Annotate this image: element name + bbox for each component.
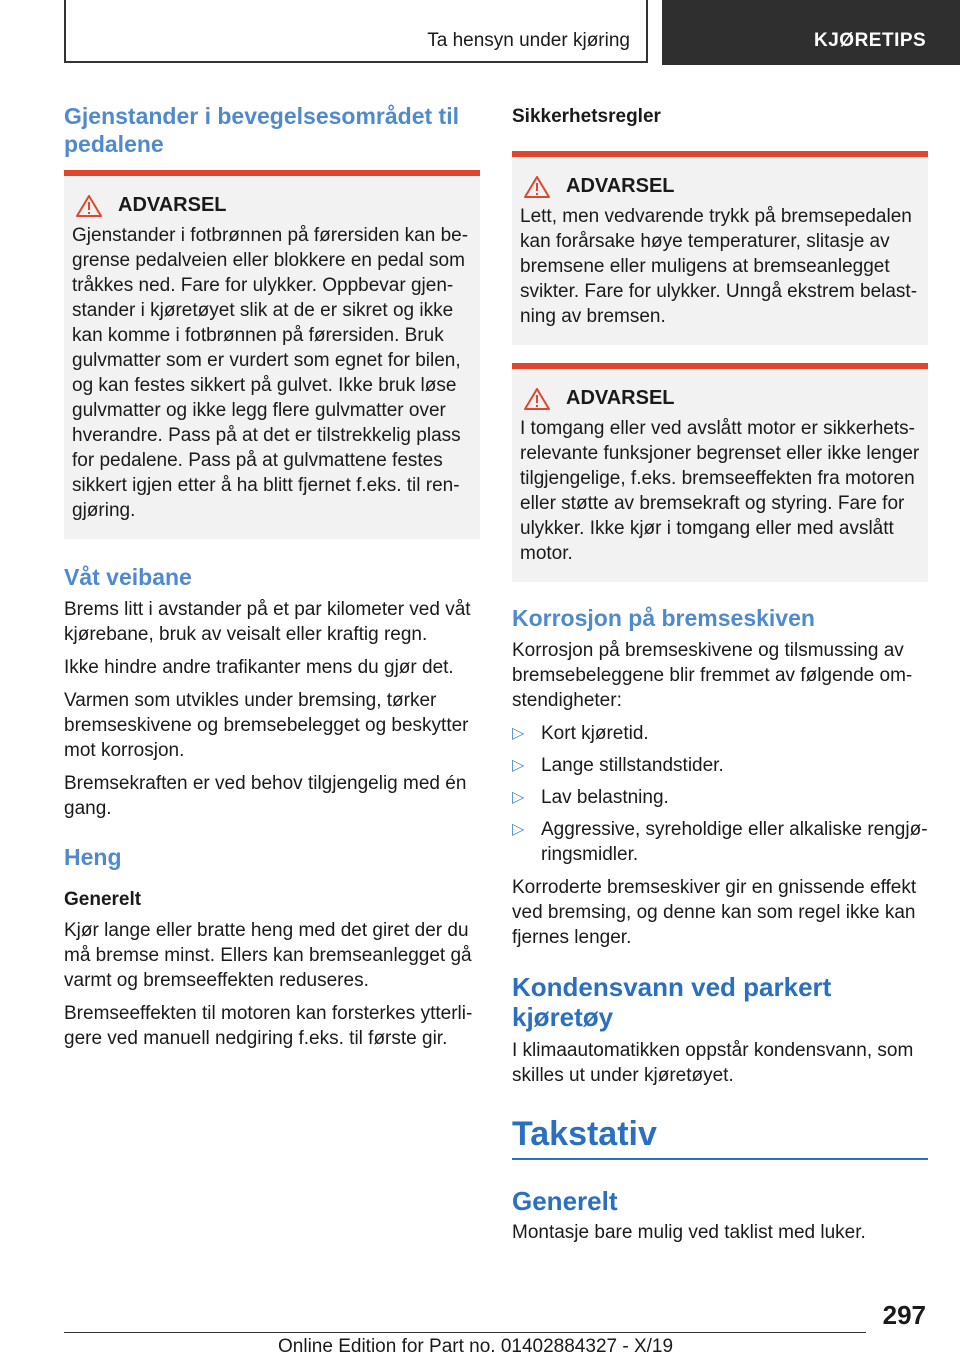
corrosion-paragraph-2: Korroderte bremseskiver gir en gnissende effekt ved bremsing, og denne kan som regel ikke kan fjernes lenger. <box>512 877 917 948</box>
corrosion-list <box>512 721 928 867</box>
footer-edition-text: Online Edition for Part no. 01402884327 - X/19 <box>278 1336 674 1357</box>
warning-triangle-icon <box>76 195 102 217</box>
header-chapter-tab <box>662 0 960 65</box>
warning-text: I tomgang eller ved avslått motor er sikkerhetsrelevante funksjoner begrenset eller ikke lenger tilgjengelige, f.eks. bremseeffekten fra motoren eller støtte av bremsekraft og styring. Fare for ulykker. Ikke kjør i tomgang eller med avslått motor. <box>520 418 920 564</box>
warning-text: Lett, men vedvarende trykk på bremsepedalen kan forårsake høye temperaturer, slitasje av bremsene eller muligens at bremseanlegget svikter. Fare for ulykker. Unngå ekstrem belastning av bremsen. <box>520 206 918 327</box>
header-chapter-title: KJØRETIPS <box>814 30 927 51</box>
list-item: ▷ Kort kjøretid. <box>512 723 649 744</box>
wet-road-paragraph-3: Varmen som utvikles under bremsing, tørker bremseskivene og bremsebelegget og beskytter mot korrosjon. <box>64 690 469 761</box>
slope-paragraph-2: Bremseeffekten til motoren kan forsterkes ytterligere ved manuell nedgiring f.eks. til første gir. <box>64 1003 473 1049</box>
wet-road-paragraph-2: Ikke hindre andre trafikanter mens du gjør det. <box>64 657 454 678</box>
warning-triangle-icon <box>524 388 550 410</box>
warning-box-idle <box>512 363 928 582</box>
triangle-bullet-icon: ▷ <box>512 821 525 838</box>
warning-box-brake-pressure <box>512 151 928 345</box>
left-column <box>64 102 480 1059</box>
heading-rule <box>512 1158 928 1160</box>
condensation-heading: Kondensvann ved parkert kjøretøy <box>512 972 832 1032</box>
page-number: 297 <box>882 1300 926 1330</box>
warning-triangle-icon <box>524 176 550 198</box>
slope-heading: Heng <box>64 844 122 870</box>
header-section-title: Ta hensyn under kjøring <box>427 30 630 51</box>
slope-subheading: Generelt <box>64 889 142 910</box>
footer-divider <box>64 1332 866 1333</box>
condensation-paragraph: I klimaautomatikken oppstår kondensvann, som skilles ut under kjøretøyet. <box>512 1040 914 1086</box>
warning-title: ADVARSEL <box>118 194 227 216</box>
header-section-box <box>64 0 648 63</box>
right-column <box>512 104 928 1253</box>
list-item: ▷ Aggressive, syreholdige eller alkaliske rengjøringsmidler. <box>512 819 928 865</box>
wet-road-heading: Våt veibane <box>64 564 192 590</box>
triangle-bullet-icon: ▷ <box>512 789 525 806</box>
corrosion-paragraph-1: Korrosjon på bremseskivene og tilsmussing av bremsebeleggene blir fremmet av følgende omstendigheter: <box>512 640 913 711</box>
warning-title: ADVARSEL <box>566 387 675 409</box>
triangle-bullet-icon: ▷ <box>512 725 525 742</box>
roof-rack-paragraph: Montasje bare mulig ved taklist med luker. <box>512 1222 866 1243</box>
list-item: ▷ Lange stillstandstider. <box>512 755 724 776</box>
pedals-heading: Gjenstander i bevegelsesområdet til pedalene <box>64 103 459 157</box>
warning-title: ADVARSEL <box>566 175 675 197</box>
safety-rules-heading: Sikkerhetsregler <box>512 106 661 127</box>
wet-road-paragraph-4: Bremsekraften er ved behov tilgjengelig med én gang. <box>64 773 467 819</box>
list-item: ▷ Lav belastning. <box>512 787 669 808</box>
slope-paragraph-1: Kjør lange eller bratte heng med det giret der du må bremse minst. Ellers kan bremseanlegget gå varmt og bremseeffekten reduseres. <box>64 920 472 991</box>
warning-text: Gjenstander i fotbrønnen på førersiden kan begrense pedalveien eller blokkere en pedal som tråkkes ned. Fare for ulykker. Oppbevar gjenstander i kjøretøyet slik at de er sikret og ikke kan komme i fotbrønnen på førersiden. Bruk gulvmatter som er vurdert som egnet for bilen, og kan festes sikkert på gulvet. Ikke bruk løse gulvmatter og ikke legg flere gulvmatter over hverandre. Pass på at det er tilstrekkelig plass for pedalene. Pass på at gulvmattene festes sikkert igjen etter å ha blitt fjernet f.eks. til rengjøring. <box>72 225 469 521</box>
roof-rack-subheading: Generelt <box>512 1186 618 1216</box>
wet-road-paragraph-1: Brems litt i avstander på et par kilometer ved våt kjørebane, bruk av veisalt eller kraftig regn. <box>64 599 471 645</box>
roof-rack-heading: Takstativ <box>512 1115 657 1153</box>
triangle-bullet-icon: ▷ <box>512 757 525 774</box>
warning-box-pedals <box>64 170 480 539</box>
corrosion-heading: Korrosjon på bremseskiven <box>512 605 815 631</box>
